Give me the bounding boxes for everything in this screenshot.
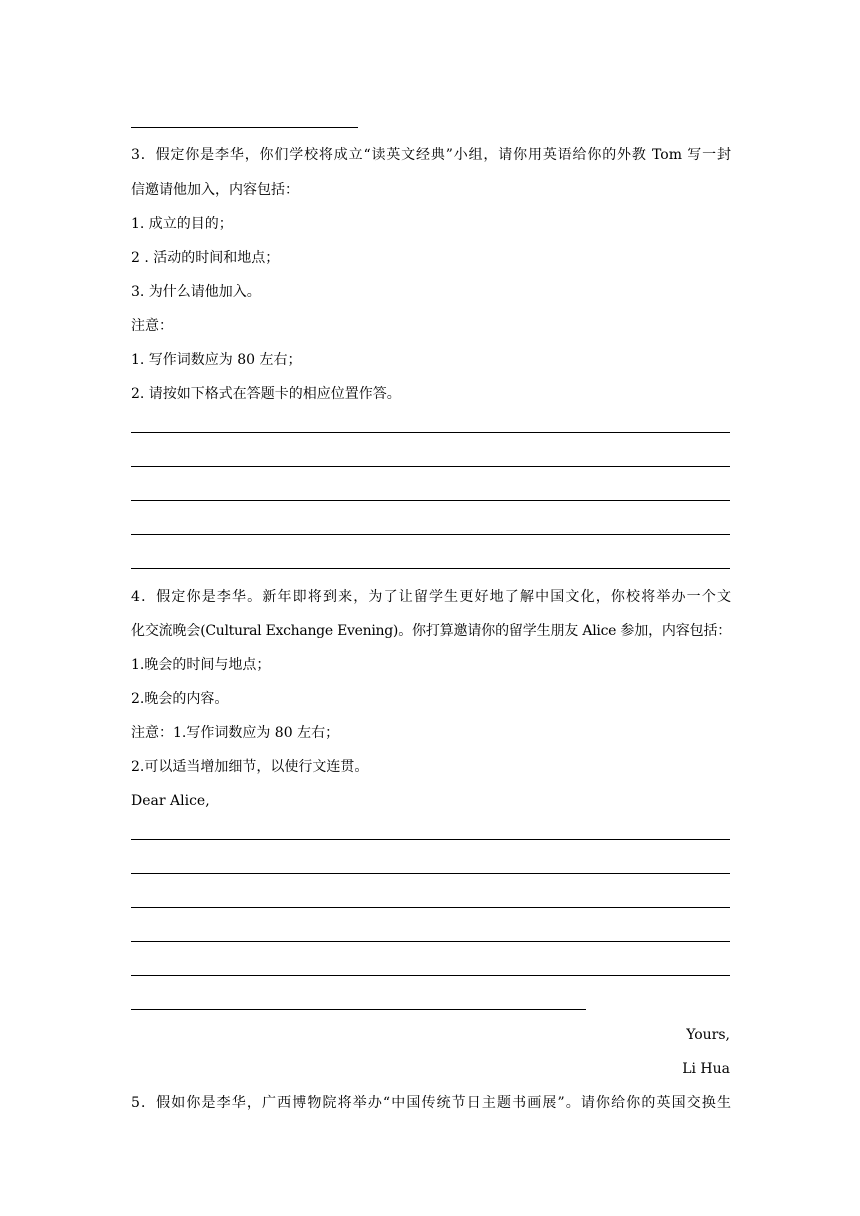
- q3-answer-line: [131, 534, 730, 535]
- q4-answer-line: [131, 941, 730, 942]
- q3-point-3: 3. 为什么请他加入。: [131, 284, 261, 300]
- q4-salutation: Dear Alice,: [131, 793, 210, 809]
- q3-prompt-line-2: 信邀请他加入，内容包括：: [131, 182, 299, 198]
- q3-answer-line: [131, 432, 730, 433]
- q4-prompt-line-1: 4．假定你是李华。新年即将到来，为了让留学生更好地了解中国文化，你校将举办一个文: [131, 589, 731, 605]
- q3-answer-line: [131, 568, 730, 569]
- q4-prompt-line-2: 化交流晚会(Cultural Exchange Evening)。你打算邀请你的留学生朋友 Alice 参加，内容包括：: [131, 623, 731, 639]
- q4-answer-line: [131, 975, 730, 976]
- q3-point-1: 1. 成立的目的；: [131, 216, 233, 232]
- answer-line-previous: [131, 127, 358, 128]
- q4-answer-line: [131, 873, 730, 874]
- q3-note-2: 2. 请按如下格式在答题卡的相应位置作答。: [131, 386, 401, 402]
- q4-note-1: 注意：1.写作词数应为 80 左右；: [131, 725, 340, 741]
- q4-signature: Li Hua: [682, 1061, 730, 1077]
- q3-note-1: 1. 写作词数应为 80 左右；: [131, 352, 302, 368]
- q3-note-label: 注意：: [131, 318, 173, 334]
- q4-answer-line: [131, 839, 730, 840]
- q4-answer-line: [131, 907, 730, 908]
- q3-answer-line: [131, 500, 730, 501]
- q5-prompt-line-1: 5．假如你是李华，广西博物院将举办“中国传统节日主题书画展”。请你给你的英国交换生: [131, 1095, 731, 1111]
- q4-answer-line-last: [131, 1009, 586, 1010]
- q3-prompt-line-1: 3．假定你是李华，你们学校将成立“读英文经典”小组，请你用英语给你的外教 Tom 写一封: [131, 147, 731, 163]
- q4-note-2: 2.可以适当增加细节，以使行文连贯。: [131, 759, 369, 775]
- q4-closing: Yours,: [686, 1027, 730, 1043]
- q3-point-2: 2 . 活动的时间和地点；: [131, 250, 280, 266]
- q4-point-2: 2.晚会的内容。: [131, 691, 229, 707]
- q3-answer-line: [131, 466, 730, 467]
- q4-point-1: 1.晚会的时间与地点；: [131, 657, 271, 673]
